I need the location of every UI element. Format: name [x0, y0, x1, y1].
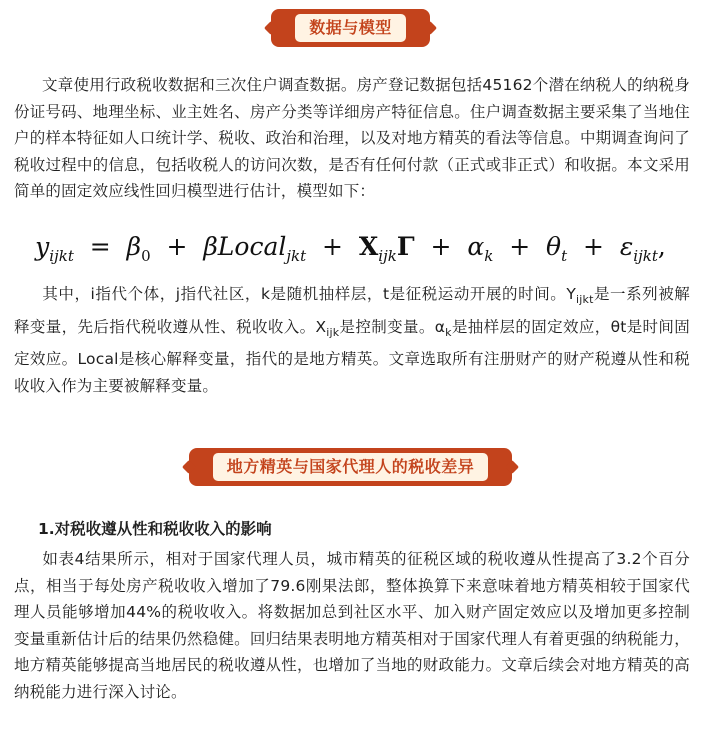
paragraph-results: [14, 546, 690, 705]
formula-x-sub: ijk: [378, 247, 397, 265]
paragraph-data-description: [14, 72, 690, 205]
section-header-elite-vs-agent: [0, 448, 701, 486]
subsection-heading: 1.对税收遵从性和税收收入的影响: [38, 520, 272, 538]
paragraph-text: 是抽样层的固定效应，θt是时间固定效应。Local是核心解释变量，指代的是地方精英。文章选取所有注册财产的财产税遵从性和税收收入作为主要被解释变量。: [14, 317, 690, 395]
paragraph-text: 其中，i指代个体，j指代社区，k是随机抽样层，t是征税运动开展的时间。Y: [42, 285, 576, 303]
formula-theta: θ: [546, 232, 562, 261]
formula-beta0-sub: 0: [141, 247, 151, 265]
formula-alpha: α: [467, 232, 485, 261]
formula-epsilon-sub: ijkt: [633, 247, 658, 265]
formula-alpha-sub: k: [484, 247, 494, 265]
formula-beta: β: [203, 232, 218, 261]
subscript: k: [445, 325, 452, 339]
badge-ornament-right: [423, 21, 437, 35]
paragraph-variable-definitions: [14, 281, 690, 399]
badge-ornament-left: [264, 21, 278, 35]
paragraph-text: 文章使用行政税收数据和三次住户调查数据。房产登记数据包括45162个潜在纳税人的纳税身份证号码、地理坐标、业主姓名、房产分类等详细房产特征信息。住户调查数据主要采集了当地住户的样本特征如人口统计学、税收、政治和治理，以及对地方精英的看法等信息。中期调查询问了税收过程中的信息，包括收税人的访问次数，是否有任何付款（正式或非正式）和收据。本文采用简单的固定效应线性回归模型进行估计，模型如下：: [14, 76, 690, 200]
formula-epsilon: ε: [619, 232, 634, 261]
formula-local: Local: [217, 232, 287, 261]
badge-ornament-right: [505, 460, 519, 474]
formula-lhs-sub: ijkt: [49, 247, 74, 265]
section-header-data-model: [0, 9, 701, 47]
subscript: ijk: [326, 325, 340, 339]
formula-lhs: y: [35, 232, 50, 261]
paragraph-text: 是一系列被解释变量，先后指代税收遵从性、税收收入。X: [14, 285, 691, 336]
section-badge: [189, 448, 513, 486]
formula-theta-sub: t: [561, 247, 568, 265]
section-title: 地方精英与国家代理人的税收差异: [213, 453, 489, 481]
subscript: ijkt: [576, 293, 594, 307]
formula-gamma: Γ: [396, 232, 415, 261]
section-title: 数据与模型: [295, 14, 406, 42]
paragraph-text: 是控制变量。α: [339, 317, 446, 336]
paragraph-text: 如表4结果所示，相对于国家代理人员，城市精英的征税区域的税收遵从性提高了3.2个百分点，相当于每处房产税收收入增加了79.6刚果法郎，整体换算下来意味着地方精英相较于国家代理人员能够增加44%的税收收入。将数据加总到社区水平、加入财产固定效应以及增加更多控制变量重新估计后的结果仍然稳健。回归结果表明地方精英相对于国家代理人有着更强的纳税能力，地方精英能够提高当地居民的税收遵从性，也增加了当地的财政能力。文章后续会对地方精英的高纳税能力进行深入讨论。: [14, 550, 690, 701]
formula-x: X: [358, 232, 379, 261]
formula-local-sub: jkt: [286, 247, 307, 265]
regression-formula: $y_{ijkt} = \beta_0$ + βLocal$_{jkt}$ + $X_{ijk}\Gamma + \alpha_k + \theta_t + \varepsilon_{ijkt}$,: [35, 232, 666, 265]
formula-beta0: β: [126, 232, 142, 261]
section-badge: [271, 9, 430, 47]
badge-ornament-left: [182, 460, 196, 474]
